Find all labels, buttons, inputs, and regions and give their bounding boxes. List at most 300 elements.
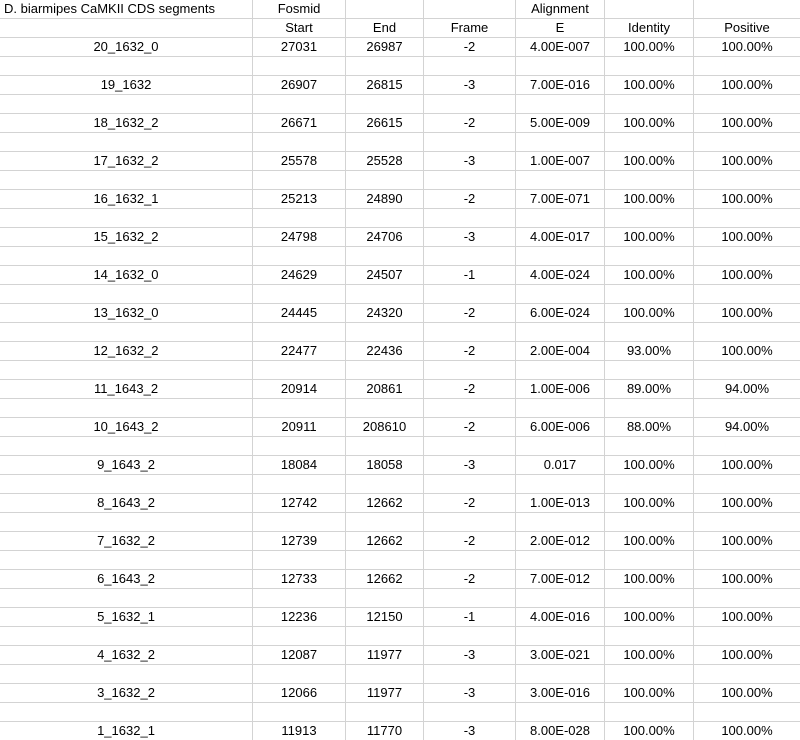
cell[interactable] <box>346 437 424 456</box>
cell[interactable] <box>424 627 516 646</box>
cell[interactable] <box>253 247 346 266</box>
cell-positive[interactable]: 100.00% <box>721 457 773 472</box>
cell[interactable] <box>694 285 800 304</box>
cell[interactable] <box>424 437 516 456</box>
cell[interactable] <box>0 475 253 494</box>
cell-positive[interactable]: 100.00% <box>721 39 773 54</box>
cell-identity[interactable]: 100.00% <box>605 456 694 475</box>
cell-identity[interactable]: 100.00% <box>605 114 694 133</box>
cell[interactable] <box>0 361 253 380</box>
cell[interactable] <box>605 247 694 266</box>
cell-identity[interactable]: 100.00% <box>605 684 694 703</box>
cell[interactable] <box>0 513 253 532</box>
blank-row <box>0 323 800 342</box>
cell-end[interactable]: 24706 <box>346 228 424 247</box>
cell[interactable] <box>694 361 800 380</box>
table-row <box>0 532 800 551</box>
cell-positive[interactable]: 100.00% <box>721 723 773 738</box>
cell-frame[interactable]: -1 <box>424 266 516 285</box>
cell[interactable] <box>694 475 800 494</box>
cell-start[interactable]: 26671 <box>253 114 346 133</box>
cell[interactable] <box>694 247 800 266</box>
cell-positive[interactable]: 100.00% <box>721 77 773 92</box>
cell-identity[interactable]: 88.00% <box>605 418 694 437</box>
cell[interactable] <box>605 19 694 38</box>
table-row <box>0 456 800 475</box>
cell[interactable] <box>516 19 605 38</box>
cell-start[interactable]: 26907 <box>253 76 346 95</box>
cell[interactable] <box>605 209 694 228</box>
cell-start[interactable]: 25213 <box>253 190 346 209</box>
cell[interactable] <box>0 323 253 342</box>
cell-end[interactable]: 208610 <box>346 418 424 437</box>
cell[interactable] <box>253 437 346 456</box>
column-header-e: E <box>555 20 565 35</box>
cell-positive[interactable]: 94.00% <box>724 419 770 434</box>
cell-identity[interactable]: 89.00% <box>605 380 694 399</box>
cell-segment[interactable]: 8_1643_2 <box>0 494 253 513</box>
cell-positive[interactable]: 94.00% <box>724 381 770 396</box>
cell[interactable] <box>516 703 605 722</box>
cell-e-value[interactable]: 2.00E-012 <box>516 532 605 551</box>
cell-e-value[interactable]: 1.00E-013 <box>516 494 605 513</box>
cell[interactable] <box>424 209 516 228</box>
cell-positive[interactable]: 100.00% <box>721 343 773 358</box>
cell[interactable] <box>424 133 516 152</box>
cell[interactable] <box>0 437 253 456</box>
cell-positive[interactable]: 100.00% <box>721 305 773 320</box>
cell[interactable] <box>0 285 253 304</box>
cell-frame[interactable]: -3 <box>424 228 516 247</box>
cell-segment[interactable]: 15_1632_2 <box>0 228 253 247</box>
cell-start[interactable]: 24445 <box>253 304 346 323</box>
cell[interactable] <box>694 209 800 228</box>
table-row <box>0 608 800 627</box>
cell-end[interactable]: 18058 <box>346 456 424 475</box>
cell[interactable] <box>424 95 516 114</box>
cell-segment[interactable]: 14_1632_0 <box>0 266 253 285</box>
cell[interactable] <box>0 171 253 190</box>
cell-e-value[interactable]: 2.00E-004 <box>516 342 605 361</box>
cell[interactable] <box>253 285 346 304</box>
cell[interactable] <box>346 19 424 38</box>
cell-frame[interactable]: -2 <box>424 570 516 589</box>
cell[interactable] <box>516 665 605 684</box>
cell-positive[interactable]: 100.00% <box>721 495 773 510</box>
cell-start[interactable]: 20914 <box>253 380 346 399</box>
cell-frame[interactable]: -2 <box>424 114 516 133</box>
cell-segment[interactable]: 18_1632_2 <box>0 114 253 133</box>
cell[interactable] <box>516 133 605 152</box>
cell[interactable] <box>694 0 800 19</box>
cell[interactable] <box>424 285 516 304</box>
cell-frame[interactable]: -3 <box>424 152 516 171</box>
cell[interactable] <box>346 665 424 684</box>
cell-frame[interactable]: -3 <box>424 646 516 665</box>
cell[interactable] <box>0 95 253 114</box>
cell-segment[interactable]: 4_1632_2 <box>0 646 253 665</box>
cell-segment[interactable]: 16_1632_1 <box>0 190 253 209</box>
cell[interactable] <box>516 323 605 342</box>
cell[interactable] <box>346 513 424 532</box>
cell[interactable] <box>694 171 800 190</box>
cell-segment[interactable]: 6_1643_2 <box>0 570 253 589</box>
cell[interactable] <box>346 323 424 342</box>
column-header-identity: Identity <box>628 20 670 35</box>
blank-row <box>0 95 800 114</box>
cell-start[interactable]: 24798 <box>253 228 346 247</box>
table-row <box>0 228 800 247</box>
cell-identity[interactable]: 93.00% <box>605 342 694 361</box>
cell-identity[interactable]: 100.00% <box>605 494 694 513</box>
cell-segment[interactable]: 1_1632_1 <box>0 722 253 740</box>
cell-e-value[interactable]: 7.00E-071 <box>516 190 605 209</box>
cell[interactable] <box>516 209 605 228</box>
cell[interactable] <box>346 589 424 608</box>
cell[interactable] <box>694 399 800 418</box>
cell[interactable] <box>424 589 516 608</box>
cell[interactable] <box>0 665 253 684</box>
cell-frame[interactable]: -3 <box>424 722 516 740</box>
cell[interactable] <box>346 361 424 380</box>
cell-frame[interactable]: -3 <box>424 684 516 703</box>
cell-frame[interactable]: -3 <box>424 456 516 475</box>
cell[interactable] <box>694 323 800 342</box>
cell-positive[interactable]: 100.00% <box>721 571 773 586</box>
cell[interactable] <box>516 437 605 456</box>
cell-end[interactable]: 24890 <box>346 190 424 209</box>
cell[interactable] <box>0 703 253 722</box>
cell-segment[interactable]: 5_1632_1 <box>0 608 253 627</box>
cell-e-value[interactable]: 4.00E-024 <box>516 266 605 285</box>
cell[interactable] <box>424 57 516 76</box>
cell-start[interactable]: 12066 <box>253 684 346 703</box>
cell[interactable] <box>694 551 800 570</box>
cell-end[interactable]: 22436 <box>346 342 424 361</box>
cell-end[interactable]: 24507 <box>346 266 424 285</box>
cell[interactable] <box>424 0 516 19</box>
cell[interactable] <box>424 399 516 418</box>
cell[interactable] <box>253 95 346 114</box>
cell[interactable] <box>424 665 516 684</box>
cell-identity[interactable]: 100.00% <box>605 532 694 551</box>
blank-row <box>0 361 800 380</box>
cell-end[interactable]: 12662 <box>346 532 424 551</box>
cell-segment[interactable]: 11_1643_2 <box>0 380 253 399</box>
cell-frame[interactable]: -2 <box>424 532 516 551</box>
cell-segment[interactable]: 3_1632_2 <box>0 684 253 703</box>
cell-positive[interactable]: 100.00% <box>721 647 773 662</box>
cell-end[interactable]: 11977 <box>346 684 424 703</box>
cell[interactable] <box>253 513 346 532</box>
cell[interactable] <box>605 703 694 722</box>
cell[interactable] <box>346 209 424 228</box>
cell[interactable] <box>253 0 346 19</box>
blank-row <box>0 513 800 532</box>
cell-positive[interactable]: 100.00% <box>721 533 773 548</box>
cell[interactable] <box>516 513 605 532</box>
cell[interactable] <box>516 627 605 646</box>
cell-identity[interactable]: 100.00% <box>605 608 694 627</box>
cell[interactable] <box>253 133 346 152</box>
cell-e-value[interactable]: 3.00E-016 <box>516 684 605 703</box>
cell-e-value[interactable]: 4.00E-017 <box>516 228 605 247</box>
table-row <box>0 38 800 57</box>
blank-row <box>0 437 800 456</box>
cell[interactable] <box>424 475 516 494</box>
cell-start[interactable]: 11913 <box>253 722 346 740</box>
cell[interactable] <box>346 285 424 304</box>
cell[interactable] <box>605 285 694 304</box>
column-header-fosmid: Fosmid <box>277 1 321 16</box>
cell[interactable] <box>605 0 694 19</box>
cell-positive[interactable]: 100.00% <box>721 609 773 624</box>
cell[interactable] <box>516 589 605 608</box>
blank-row <box>0 551 800 570</box>
cell-positive[interactable]: 100.00% <box>721 115 773 130</box>
cell-frame[interactable]: -2 <box>424 342 516 361</box>
cell[interactable] <box>424 323 516 342</box>
cell[interactable] <box>694 437 800 456</box>
cell[interactable] <box>694 19 800 38</box>
cell-e-value[interactable]: 0.017 <box>516 456 605 475</box>
cell-frame[interactable]: -2 <box>424 38 516 57</box>
cell-identity[interactable]: 100.00% <box>605 304 694 323</box>
cell[interactable] <box>346 703 424 722</box>
cell[interactable] <box>605 551 694 570</box>
cell-e-value[interactable]: 6.00E-006 <box>516 418 605 437</box>
cell-segment[interactable]: 13_1632_0 <box>0 304 253 323</box>
cell[interactable] <box>253 589 346 608</box>
cell-positive[interactable]: 100.00% <box>721 229 773 244</box>
cell-identity[interactable]: 100.00% <box>605 76 694 95</box>
cell[interactable] <box>0 0 253 19</box>
cell[interactable] <box>605 627 694 646</box>
cell[interactable] <box>424 513 516 532</box>
cell[interactable] <box>605 171 694 190</box>
cell[interactable] <box>605 665 694 684</box>
cell-end[interactable]: 24320 <box>346 304 424 323</box>
cell-positive[interactable]: 100.00% <box>721 685 773 700</box>
cell[interactable] <box>253 209 346 228</box>
cell-end[interactable]: 12150 <box>346 608 424 627</box>
cell-identity[interactable]: 100.00% <box>605 570 694 589</box>
cell-identity[interactable]: 100.00% <box>605 152 694 171</box>
cell[interactable] <box>424 171 516 190</box>
cell-segment[interactable]: 12_1632_2 <box>0 342 253 361</box>
cell[interactable] <box>424 247 516 266</box>
cell[interactable] <box>346 399 424 418</box>
cell[interactable] <box>0 247 253 266</box>
blank-row <box>0 285 800 304</box>
cell[interactable] <box>605 57 694 76</box>
cell-identity[interactable]: 100.00% <box>605 228 694 247</box>
blank-row <box>0 57 800 76</box>
cell[interactable] <box>605 475 694 494</box>
cell-start[interactable]: 25578 <box>253 152 346 171</box>
cell[interactable] <box>516 285 605 304</box>
table-row <box>0 190 800 209</box>
cell-start[interactable]: 24629 <box>253 266 346 285</box>
cell[interactable] <box>346 475 424 494</box>
cell[interactable] <box>605 399 694 418</box>
cell[interactable] <box>253 703 346 722</box>
cell-start[interactable]: 22477 <box>253 342 346 361</box>
cell[interactable] <box>516 0 605 19</box>
cell[interactable] <box>0 19 253 38</box>
cell-frame[interactable]: -2 <box>424 380 516 399</box>
cell[interactable] <box>694 57 800 76</box>
cell-frame[interactable]: -3 <box>424 76 516 95</box>
cell[interactable] <box>0 589 253 608</box>
cell-identity[interactable]: 100.00% <box>605 190 694 209</box>
cell[interactable] <box>605 589 694 608</box>
cell[interactable] <box>346 57 424 76</box>
cell[interactable] <box>0 209 253 228</box>
cell[interactable] <box>253 361 346 380</box>
cell-end[interactable]: 26815 <box>346 76 424 95</box>
cell-end[interactable]: 12662 <box>346 570 424 589</box>
cell-end[interactable]: 26987 <box>346 38 424 57</box>
cell-e-value[interactable]: 7.00E-016 <box>516 76 605 95</box>
table-row <box>0 684 800 703</box>
cell-start[interactable]: 27031 <box>253 38 346 57</box>
cell[interactable] <box>253 171 346 190</box>
cell-frame[interactable]: -2 <box>424 190 516 209</box>
cell-e-value[interactable]: 8.00E-028 <box>516 722 605 740</box>
table-row <box>0 114 800 133</box>
cell[interactable] <box>516 399 605 418</box>
cell-frame[interactable]: -2 <box>424 304 516 323</box>
cell-segment[interactable]: 19_1632 <box>0 76 253 95</box>
cell-end[interactable]: 11977 <box>346 646 424 665</box>
table-row <box>0 266 800 285</box>
table-row <box>0 342 800 361</box>
cell-end[interactable]: 25528 <box>346 152 424 171</box>
blank-row <box>0 133 800 152</box>
cell-end[interactable]: 11770 <box>346 722 424 740</box>
cell-frame[interactable]: -2 <box>424 418 516 437</box>
cell[interactable] <box>253 323 346 342</box>
cell[interactable] <box>516 57 605 76</box>
cell-identity[interactable]: 100.00% <box>605 646 694 665</box>
cell[interactable] <box>605 95 694 114</box>
table-title: D. biarmipes CaMKII CDS segments <box>4 1 215 16</box>
cell[interactable] <box>424 703 516 722</box>
cell[interactable] <box>253 399 346 418</box>
cell[interactable] <box>605 437 694 456</box>
cell[interactable] <box>0 57 253 76</box>
cell[interactable] <box>0 133 253 152</box>
cell[interactable] <box>346 95 424 114</box>
table-row <box>0 722 800 740</box>
cell-start[interactable]: 12236 <box>253 608 346 627</box>
cell[interactable] <box>346 627 424 646</box>
cell[interactable] <box>694 589 800 608</box>
cell-segment[interactable]: 7_1632_2 <box>0 532 253 551</box>
cell[interactable] <box>516 247 605 266</box>
cell-e-value[interactable]: 7.00E-012 <box>516 570 605 589</box>
cell[interactable] <box>346 551 424 570</box>
cell-identity[interactable]: 100.00% <box>605 266 694 285</box>
cell[interactable] <box>516 171 605 190</box>
cell[interactable] <box>253 665 346 684</box>
cell-positive[interactable]: 100.00% <box>721 153 773 168</box>
cell[interactable] <box>605 513 694 532</box>
cell-frame[interactable]: -1 <box>424 608 516 627</box>
cell-e-value[interactable]: 3.00E-021 <box>516 646 605 665</box>
cell-e-value[interactable]: 6.00E-024 <box>516 304 605 323</box>
cell[interactable] <box>424 361 516 380</box>
cell[interactable] <box>516 475 605 494</box>
cell[interactable] <box>346 171 424 190</box>
cell[interactable] <box>0 627 253 646</box>
cell[interactable] <box>516 95 605 114</box>
cell-e-value[interactable]: 1.00E-007 <box>516 152 605 171</box>
cell-e-value[interactable]: 5.00E-009 <box>516 114 605 133</box>
cell[interactable] <box>346 247 424 266</box>
cell-start[interactable]: 12739 <box>253 532 346 551</box>
cell-segment[interactable]: 9_1643_2 <box>0 456 253 475</box>
cell[interactable] <box>0 399 253 418</box>
cell-start[interactable]: 20911 <box>253 418 346 437</box>
cell[interactable] <box>605 133 694 152</box>
cell-segment[interactable]: 20_1632_0 <box>0 38 253 57</box>
blank-row <box>0 247 800 266</box>
cell[interactable] <box>694 133 800 152</box>
cell[interactable] <box>0 551 253 570</box>
table-row <box>0 494 800 513</box>
cell[interactable] <box>346 133 424 152</box>
cell-positive[interactable]: 100.00% <box>721 267 773 282</box>
cell-start[interactable]: 12087 <box>253 646 346 665</box>
cell[interactable] <box>605 361 694 380</box>
cell[interactable] <box>694 95 800 114</box>
cell-start[interactable]: 12742 <box>253 494 346 513</box>
cell-e-value[interactable]: 4.00E-016 <box>516 608 605 627</box>
cell-end[interactable]: 20861 <box>346 380 424 399</box>
cell-identity[interactable]: 100.00% <box>605 722 694 740</box>
cell[interactable] <box>516 361 605 380</box>
cell-end[interactable]: 26615 <box>346 114 424 133</box>
cell[interactable] <box>694 703 800 722</box>
cell-start[interactable]: 12733 <box>253 570 346 589</box>
cell[interactable] <box>346 0 424 19</box>
cell[interactable] <box>694 627 800 646</box>
cell-start[interactable]: 18084 <box>253 456 346 475</box>
cell[interactable] <box>516 551 605 570</box>
cell-frame[interactable]: -2 <box>424 494 516 513</box>
cell[interactable] <box>424 551 516 570</box>
cell-end[interactable]: 12662 <box>346 494 424 513</box>
cell[interactable] <box>694 665 800 684</box>
cell-segment[interactable]: 10_1643_2 <box>0 418 253 437</box>
cell-segment[interactable]: 17_1632_2 <box>0 152 253 171</box>
cell-e-value[interactable]: 4.00E-007 <box>516 38 605 57</box>
cell-identity[interactable]: 100.00% <box>605 38 694 57</box>
cell[interactable] <box>253 475 346 494</box>
cell[interactable] <box>424 19 516 38</box>
cell-positive[interactable]: 100.00% <box>721 191 773 206</box>
cell[interactable] <box>694 513 800 532</box>
cell[interactable] <box>253 19 346 38</box>
cell[interactable] <box>253 627 346 646</box>
cell[interactable] <box>253 57 346 76</box>
cell[interactable] <box>605 323 694 342</box>
cell-e-value[interactable]: 1.00E-006 <box>516 380 605 399</box>
cell[interactable] <box>253 551 346 570</box>
table-row <box>0 570 800 589</box>
